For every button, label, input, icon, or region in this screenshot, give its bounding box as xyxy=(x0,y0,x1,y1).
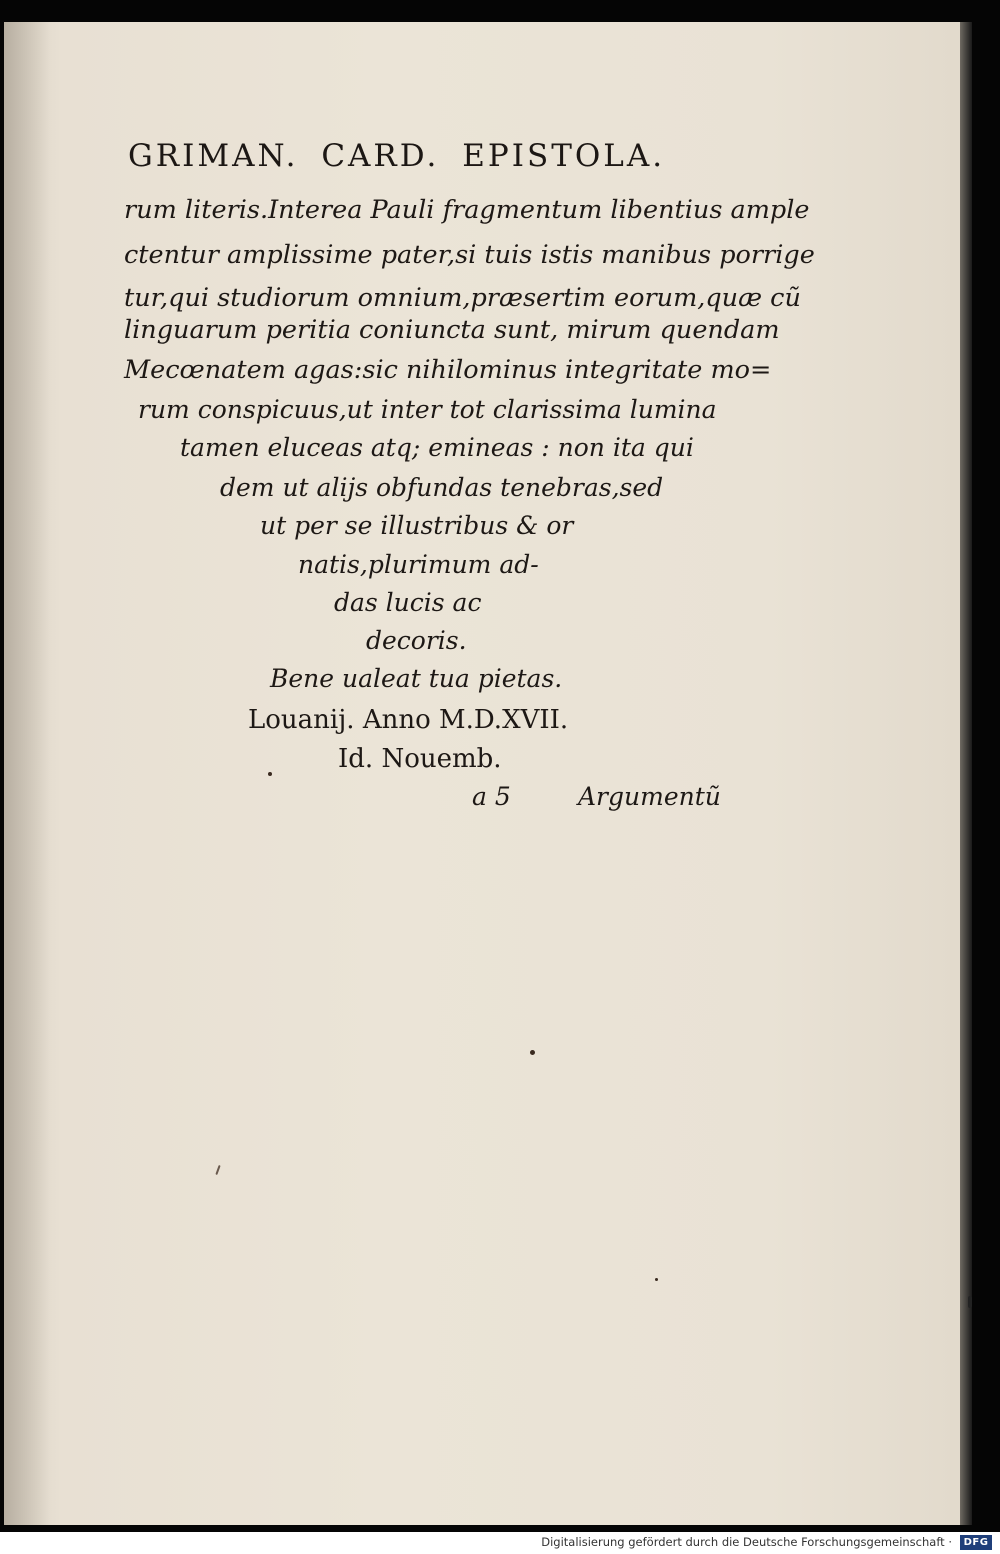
text-line-7: tamen eluceas atq; emineas : non ita qui xyxy=(180,433,694,462)
ink-speck xyxy=(268,772,272,776)
text-line-6: rum conspicuus,ut inter tot clarissima lumina xyxy=(138,395,717,424)
date-line: Louanij. Anno M.D.XVII. xyxy=(248,705,569,735)
text-line-3: tur,qui studiorum omnium,præsertim eorum,quæ cũ xyxy=(124,283,801,313)
gutter-shadow xyxy=(4,22,50,1525)
text-line-12: decoris. xyxy=(366,626,467,655)
ink-speck xyxy=(968,1296,972,1308)
funding-note: Digitalisierung gefördert durch die Deutsche Forschungsgemeinschaft · xyxy=(541,1535,952,1549)
signature-mark: a 5 xyxy=(472,782,511,811)
text-line-9: ut per se illustribus & or xyxy=(260,511,574,540)
running-head: GRIMAN. CARD. EPISTOLA. xyxy=(128,138,666,174)
text-line-1: rum literis.Interea Pauli fragmentum libentius ample xyxy=(124,195,810,225)
date-line-2: Id. Nouemb. xyxy=(338,744,502,774)
text-line-5: Mecœnatem agas:sic nihilominus integritate mo= xyxy=(124,355,772,385)
text-line-2: ctentur amplissime pater,si tuis istis manibus porrige xyxy=(124,240,815,270)
closing-line: Bene ualeat tua pietas. xyxy=(270,664,563,693)
text-line-11: das lucis ac xyxy=(334,588,482,617)
dfg-logo: DFG xyxy=(960,1535,992,1550)
ink-speck xyxy=(655,1278,658,1281)
catchword: Argumentũ xyxy=(578,782,721,811)
text-line-4: linguarum peritia coniuncta sunt, mirum quendam xyxy=(124,315,780,345)
ink-speck xyxy=(530,1050,535,1055)
text-line-8: dem ut alijs obfundas tenebras,sed xyxy=(220,473,664,502)
text-line-10: natis,plurimum ad- xyxy=(298,550,539,579)
